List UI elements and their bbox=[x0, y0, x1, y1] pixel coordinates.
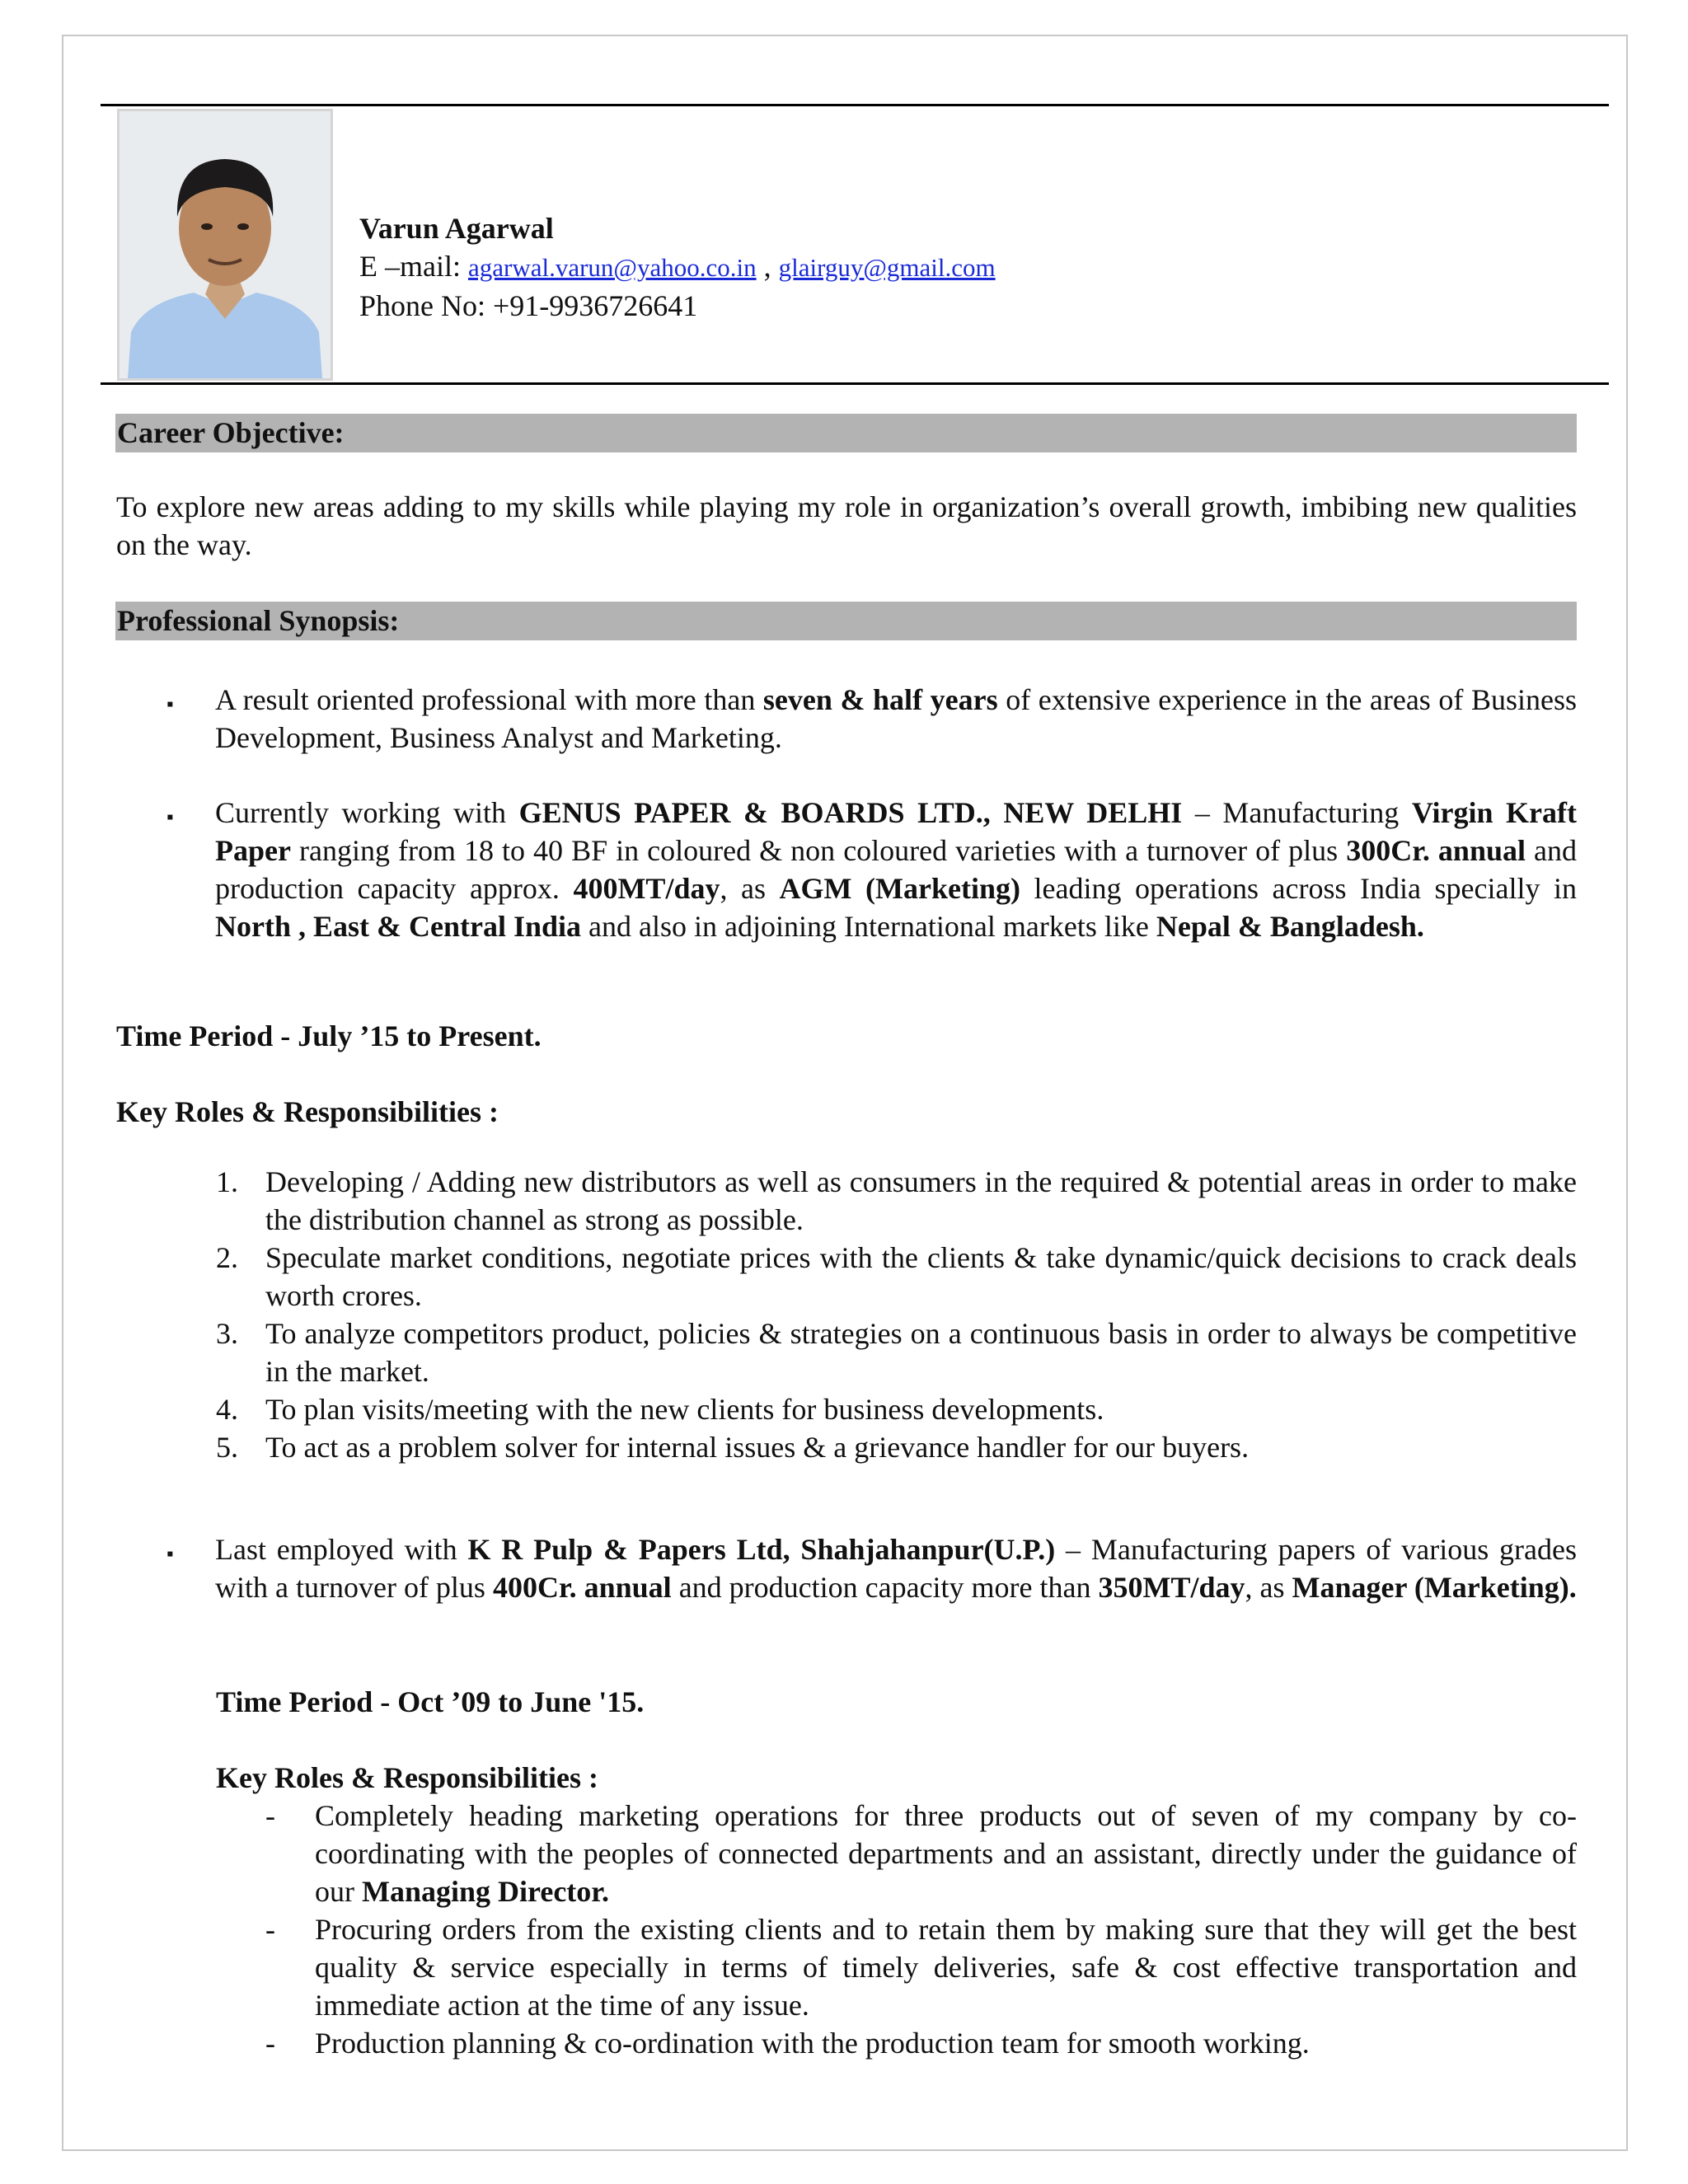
roles-list-current bbox=[216, 1163, 1577, 1466]
list-item: 2. Speculate market conditions, negotiate prices with the clients & take dynamic/quick decisions to crack deals worth crores. bbox=[216, 1241, 1577, 1312]
email-label: E –mail: bbox=[359, 250, 468, 283]
bullet-square-icon: ▪ bbox=[166, 1544, 174, 1565]
phone-number: Phone No: +91-9936726641 bbox=[359, 289, 698, 322]
list-item: - Completely heading marketing operations for three products out of seven of my company by co-coordinating with the peoples of connected departments and an assistant, directly under the guidance of our Managing Director. bbox=[265, 1799, 1577, 1908]
bullet-text: Currently working with GENUS PAPER & BOARDS LTD., NEW DELHI – Manufacturing Virgin Kraft Paper ranging from 18 to 40 BF in coloured & non coloured varieties with a turnover of plus 300Cr. annual and production capacity approx. 400MT/day, as AGM (Marketing) leading operations across India specially in North , East & Central India and also in adjoining International markets like Nepal & Bangladesh. bbox=[215, 796, 1577, 943]
synopsis-bullet-previous-job bbox=[166, 1530, 1577, 1606]
bullet-text: A result oriented professional with more than seven & half years of extensive experience in the areas of Business Development, Business Analyst and Marketing. bbox=[215, 683, 1577, 754]
professional-synopsis-heading: Professional Synopsis: bbox=[115, 602, 1577, 640]
list-item: 4. To plan visits/meeting with the new clients for business developments. bbox=[216, 1393, 1104, 1426]
header-top-rule bbox=[101, 104, 1609, 106]
email-link-gmail[interactable]: glairguy@gmail.com bbox=[778, 253, 996, 282]
email-line bbox=[359, 247, 996, 287]
career-objective-text: To explore new areas adding to my skills while playing my role in organization’s overall growth, imbibing new qualities on the way. bbox=[116, 490, 1577, 561]
email-link-yahoo[interactable]: agarwal.varun@yahoo.co.in bbox=[467, 253, 757, 282]
time-period-previous: Time Period - Oct ’09 to June '15. bbox=[216, 1685, 645, 1718]
email-separator: , bbox=[756, 250, 779, 283]
time-period-current: Time Period - July ’15 to Present. bbox=[116, 1019, 542, 1052]
list-item: - Procuring orders from the existing clients and to retain them by making sure that they will get the best quality & service especially in terms of timely deliveries, safe & cost effective transportation and immediate action at the time of any issue. bbox=[265, 1913, 1577, 2022]
bullet-square-icon: ▪ bbox=[166, 694, 174, 715]
bullet-text: Last employed with K R Pulp & Papers Ltd, Shahjahanpur(U.P.) – Manufacturing papers of various grades with a turnover of plus 400Cr. annual and production capacity more than 350MT/day, as Manager (Marketing). bbox=[215, 1533, 1577, 1604]
candidate-name: Varun Agarwal bbox=[359, 212, 554, 245]
career-objective-heading: Career Objective: bbox=[115, 414, 1577, 452]
header-bottom-rule bbox=[101, 382, 1609, 385]
key-roles-heading-current: Key Roles & Responsibilities : bbox=[116, 1095, 499, 1128]
roles-list-previous bbox=[265, 1797, 1577, 2062]
contact-block bbox=[359, 209, 996, 325]
person-photo-icon bbox=[120, 111, 331, 378]
synopsis-bullet-experience bbox=[166, 681, 1577, 757]
key-roles-heading-previous: Key Roles & Responsibilities : bbox=[216, 1761, 598, 1794]
bullet-square-icon: ▪ bbox=[166, 807, 174, 828]
list-item: 3. To analyze competitors product, policies & strategies on a continuous basis in order to always be competitive in the market. bbox=[216, 1317, 1577, 1388]
synopsis-bullet-current-job bbox=[166, 794, 1577, 945]
list-item: 5. To act as a problem solver for internal issues & a grievance handler for our buyers. bbox=[216, 1431, 1250, 1464]
list-item: - Production planning & co-ordination with the production team for smooth working. bbox=[265, 2027, 1310, 2060]
profile-photo bbox=[117, 109, 333, 381]
list-item: 1. Developing / Adding new distributors as well as consumers in the required & potential areas in order to make the distribution channel as strong as possible. bbox=[216, 1165, 1577, 1236]
